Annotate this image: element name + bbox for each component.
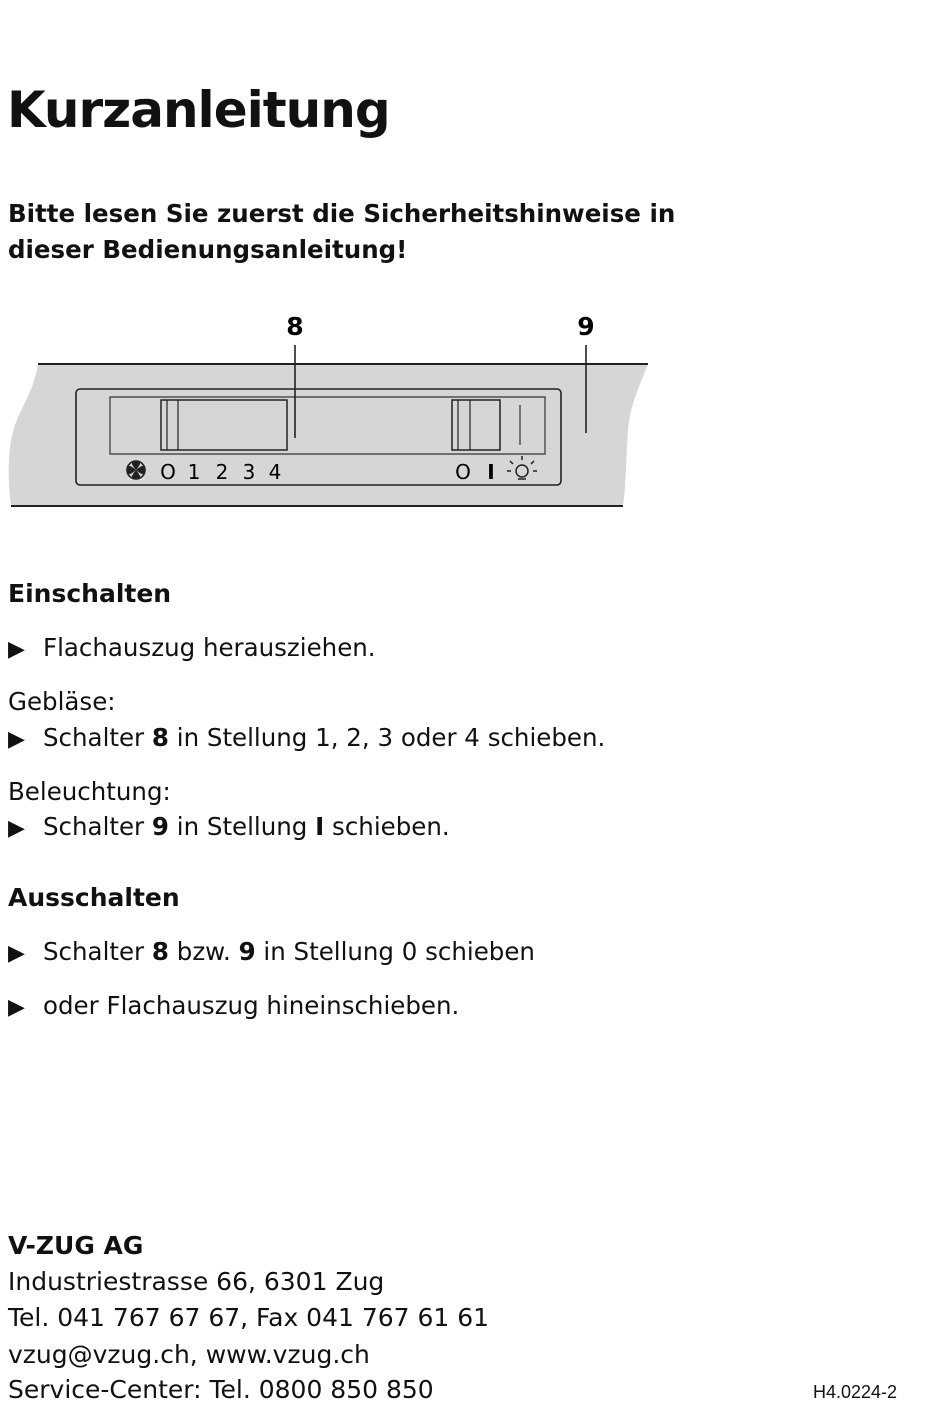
bullet-arrow-icon: ▶ <box>8 816 25 841</box>
light-position-0: O <box>455 460 471 484</box>
fan-position-3: 3 <box>242 460 256 484</box>
fan-icon <box>127 461 145 479</box>
step-switch-off: ▶ Schalter 8 bzw. 9 in Stellung 0 schieben <box>8 935 535 971</box>
light-slider-9[interactable] <box>452 400 500 450</box>
step-pull-out: ▶ Flachauszug herausziehen. <box>8 631 376 667</box>
heading-switch-off: Ausschalten <box>8 883 180 912</box>
fan-position-0: O <box>160 460 176 484</box>
fan-slider-8[interactable] <box>161 400 287 450</box>
light-label: Beleuchtung: <box>8 777 171 806</box>
company-name: V-ZUG AG <box>8 1231 144 1260</box>
document-id: H4.0224-2 <box>813 1382 898 1402</box>
company-web: vzug@vzug.ch, www.vzug.ch <box>8 1340 370 1369</box>
safety-notice: Bitte lesen Sie zuerst die Sicherheitshinweise in dieser Bedienungsanleitung! <box>8 199 676 264</box>
callout-8: 8 <box>286 312 304 341</box>
service-center: Service-Center: Tel. 0800 850 850 <box>8 1375 434 1404</box>
step-push-in: ▶ oder Flachauszug hineinschieben. <box>8 989 459 1025</box>
callout-9: 9 <box>577 312 595 341</box>
company-address: Industriestrasse 66, 6301 Zug <box>8 1267 385 1296</box>
fan-position-2: 2 <box>215 460 229 484</box>
company-phone: Tel. 041 767 67 67, Fax 041 767 61 61 <box>8 1303 490 1332</box>
bullet-arrow-icon: ▶ <box>8 727 25 752</box>
page-title: Kurzanleitung <box>7 81 390 139</box>
light-position-1: I <box>487 460 495 484</box>
heading-switch-on: Einschalten <box>8 579 172 608</box>
bullet-arrow-icon: ▶ <box>8 637 25 662</box>
bullet-arrow-icon: ▶ <box>8 941 25 966</box>
step-light: ▶ Schalter 9 in Stellung I schieben. <box>8 810 450 846</box>
fan-position-4: 4 <box>268 460 282 484</box>
control-panel-diagram <box>0 300 700 520</box>
fan-position-1: 1 <box>187 460 201 484</box>
step-fan: ▶ Schalter 8 in Stellung 1, 2, 3 oder 4 schieben. <box>8 721 605 757</box>
fan-label: Gebläse: <box>8 687 116 716</box>
bullet-arrow-icon: ▶ <box>8 995 25 1020</box>
